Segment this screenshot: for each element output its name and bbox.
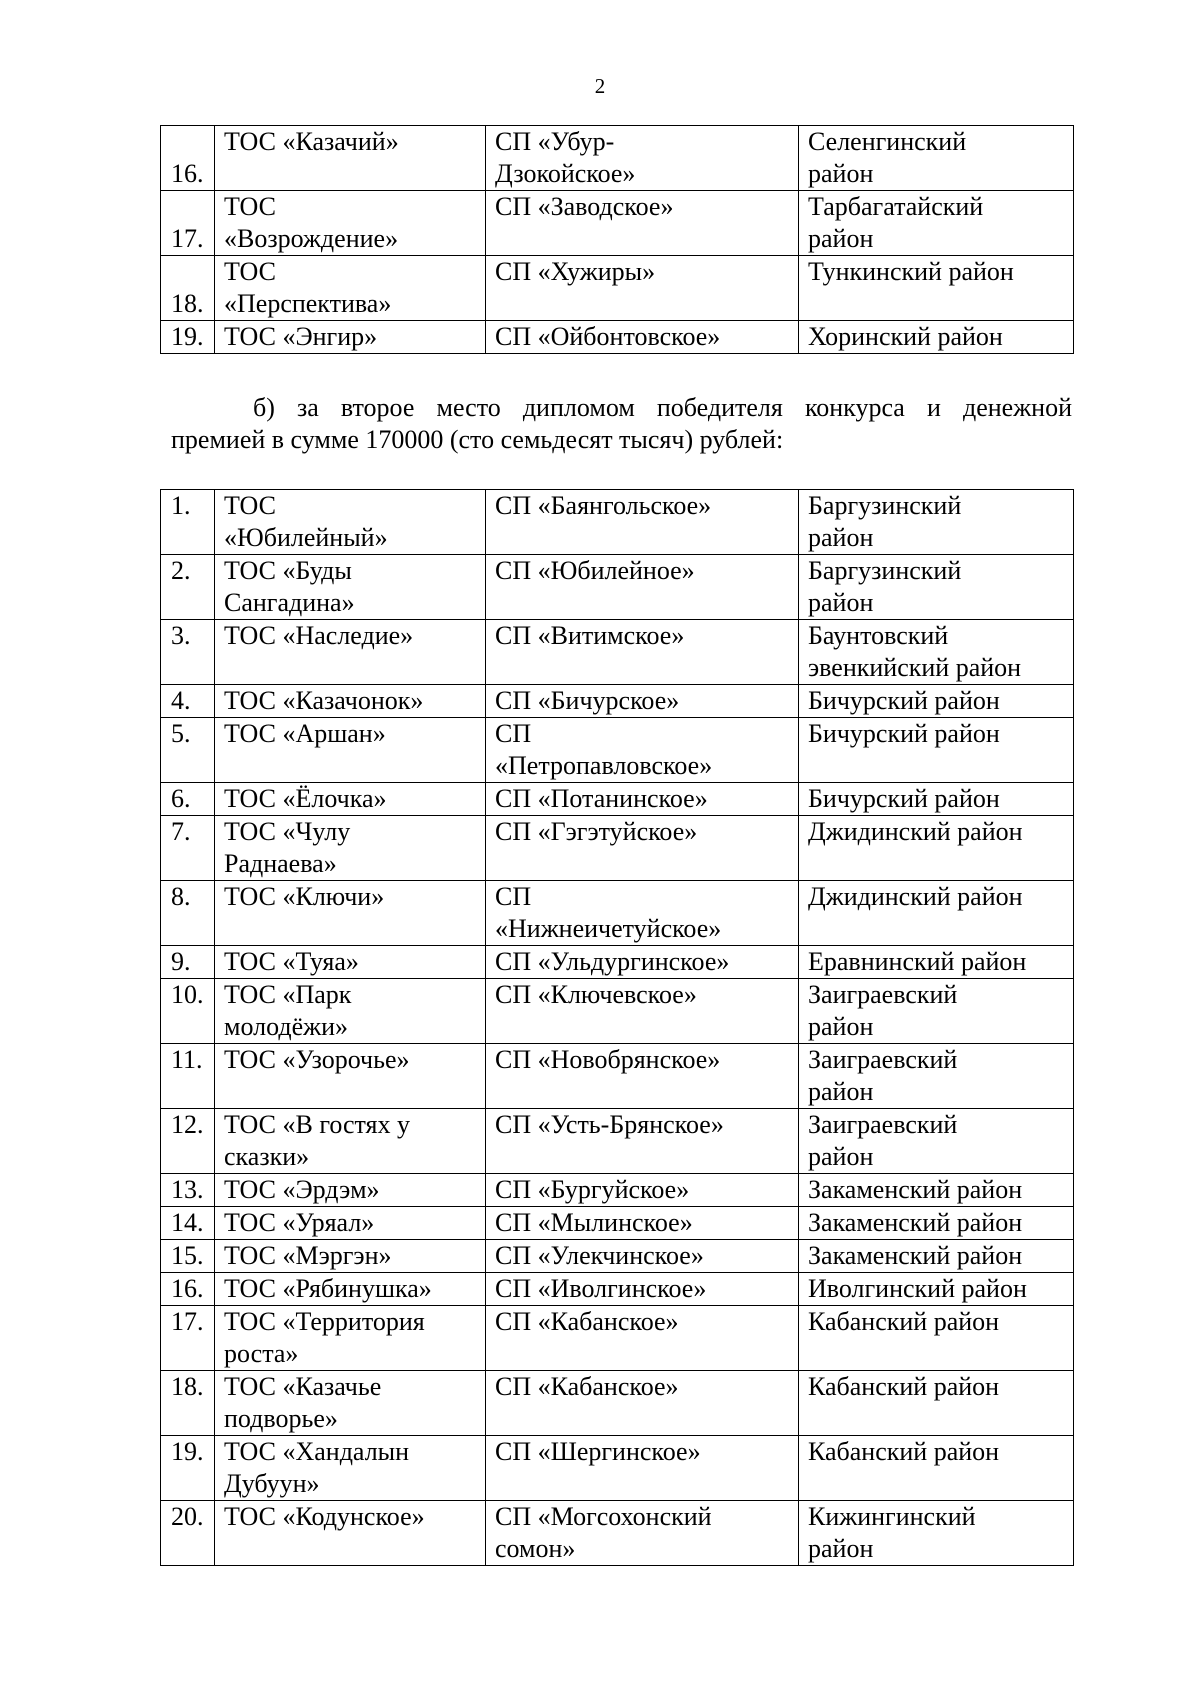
district-name: Кабанский район (799, 1436, 1074, 1501)
row-number: 4. (161, 685, 215, 718)
settlement-name: СП «Могсохонский сомон» (486, 1501, 799, 1566)
paragraph-line-1: б) за второе место дипломом победителя конкурса и денежной (253, 393, 1072, 422)
tos-name: ТОС «Хандалын Дубуун» (215, 1436, 486, 1501)
row-number: 11. (161, 1044, 215, 1109)
tos-name: ТОС «Возрождение» (215, 191, 486, 256)
paragraph-line-2: премией в сумме 170000 (сто семьдесят тысяч) рублей: (171, 425, 784, 454)
row-number: 18. (161, 1371, 215, 1436)
table-row (161, 490, 1074, 555)
settlement-name: СП «Бургуйское» (486, 1174, 799, 1207)
settlement-name: СП «Хужиры» (486, 256, 799, 321)
tos-name: ТОС «Буды Сангадина» (215, 555, 486, 620)
district-name: Тарбагатайский район (799, 191, 1074, 256)
row-number: 12. (161, 1109, 215, 1174)
table-row (161, 881, 1074, 946)
row-number: 18. (161, 256, 215, 321)
row-number: 6. (161, 783, 215, 816)
settlement-name: СП «Баянгольское» (486, 490, 799, 555)
tos-name: ТОС «Территория роста» (215, 1306, 486, 1371)
row-number: 15. (161, 1240, 215, 1273)
row-number: 19. (161, 1436, 215, 1501)
settlement-name: СП «Шергинское» (486, 1436, 799, 1501)
tos-name: ТОС «Казачонок» (215, 685, 486, 718)
row-number: 3. (161, 620, 215, 685)
district-name: Кабанский район (799, 1306, 1074, 1371)
row-number: 17. (161, 1306, 215, 1371)
settlement-name: СП «Юбилейное» (486, 555, 799, 620)
district-name: Заиграевский район (799, 1109, 1074, 1174)
table-row (161, 1436, 1074, 1501)
settlement-name: СП «Потанинское» (486, 783, 799, 816)
table-row (161, 555, 1074, 620)
settlement-name: СП «Витимское» (486, 620, 799, 685)
district-name: Баргузинский район (799, 555, 1074, 620)
table-row (161, 1306, 1074, 1371)
table-row (161, 685, 1074, 718)
tos-name: ТОС «Кодунское» (215, 1501, 486, 1566)
tos-name: ТОС «В гостях у сказки» (215, 1109, 486, 1174)
tos-name: ТОС «Юбилейный» (215, 490, 486, 555)
settlement-name: СП «Нижнеичетуйское» (486, 881, 799, 946)
table-row (161, 783, 1074, 816)
table-row (161, 1371, 1074, 1436)
table-row (161, 1501, 1074, 1566)
district-name: Бичурский район (799, 685, 1074, 718)
tos-name: ТОС «Мэргэн» (215, 1240, 486, 1273)
settlement-name: СП «Ульдургинское» (486, 946, 799, 979)
row-number: 9. (161, 946, 215, 979)
table-row (161, 620, 1074, 685)
district-name: Закаменский район (799, 1174, 1074, 1207)
row-number: 14. (161, 1207, 215, 1240)
settlement-name: СП «Петропавловское» (486, 718, 799, 783)
table-row (161, 126, 1074, 191)
district-name: Заиграевский район (799, 1044, 1074, 1109)
settlement-name: СП «Усть-Брянское» (486, 1109, 799, 1174)
settlement-name: СП «Ключевское» (486, 979, 799, 1044)
district-name: Закаменский район (799, 1240, 1074, 1273)
table-first-place-continued (160, 125, 1074, 354)
settlement-name: СП «Кабанское» (486, 1306, 799, 1371)
district-name: Баунтовский эвенкийский район (799, 620, 1074, 685)
row-number: 20. (161, 1501, 215, 1566)
table-row (161, 979, 1074, 1044)
settlement-name: СП «Ойбонтовское» (486, 321, 799, 354)
settlement-name: СП «Гэгэтуйское» (486, 816, 799, 881)
table-row (161, 321, 1074, 354)
table-row (161, 946, 1074, 979)
table-row (161, 1174, 1074, 1207)
row-number: 19. (161, 321, 215, 354)
district-name: Хоринский район (799, 321, 1074, 354)
table-row (161, 816, 1074, 881)
district-name: Бичурский район (799, 718, 1074, 783)
tos-name: ТОС «Рябинушка» (215, 1273, 486, 1306)
tos-name: ТОС «Ключи» (215, 881, 486, 946)
row-number: 1. (161, 490, 215, 555)
table-row (161, 191, 1074, 256)
settlement-name: СП «Новобрянское» (486, 1044, 799, 1109)
tos-name: ТОС «Казачье подворье» (215, 1371, 486, 1436)
district-name: Бичурский район (799, 783, 1074, 816)
settlement-name: СП «Иволгинское» (486, 1273, 799, 1306)
tos-name: ТОС «Перспектива» (215, 256, 486, 321)
tos-name: ТОС «Ёлочка» (215, 783, 486, 816)
table-row (161, 1044, 1074, 1109)
page-number: 2 (594, 74, 606, 98)
tos-name: ТОС «Наследие» (215, 620, 486, 685)
row-number: 10. (161, 979, 215, 1044)
settlement-name: СП «Заводское» (486, 191, 799, 256)
row-number: 8. (161, 881, 215, 946)
district-name: Баргузинский район (799, 490, 1074, 555)
row-number: 13. (161, 1174, 215, 1207)
row-number: 17. (161, 191, 215, 256)
table-row (161, 1207, 1074, 1240)
district-name: Еравнинский район (799, 946, 1074, 979)
row-number: 5. (161, 718, 215, 783)
tos-name: ТОС «Энгир» (215, 321, 486, 354)
settlement-name: СП «Бичурское» (486, 685, 799, 718)
district-name: Джидинский район (799, 881, 1074, 946)
row-number: 2. (161, 555, 215, 620)
tos-name: ТОС «Узорочье» (215, 1044, 486, 1109)
settlement-name: СП «Кабанское» (486, 1371, 799, 1436)
settlement-name: СП «Улекчинское» (486, 1240, 799, 1273)
table-row (161, 718, 1074, 783)
settlement-name: СП «Мылинское» (486, 1207, 799, 1240)
second-place-paragraph (171, 392, 1072, 456)
row-number: 16. (161, 1273, 215, 1306)
settlement-name: СП «Убур- Дзокойское» (486, 126, 799, 191)
district-name: Кижингинский район (799, 1501, 1074, 1566)
district-name: Кабанский район (799, 1371, 1074, 1436)
district-name: Заиграевский район (799, 979, 1074, 1044)
tos-name: ТОС «Уряал» (215, 1207, 486, 1240)
district-name: Иволгинский район (799, 1273, 1074, 1306)
tos-name: ТОС «Аршан» (215, 718, 486, 783)
tos-name: ТОС «Эрдэм» (215, 1174, 486, 1207)
district-name: Тункинский район (799, 256, 1074, 321)
tos-name: ТОС «Казачий» (215, 126, 486, 191)
table-row (161, 256, 1074, 321)
table-second-place (160, 489, 1074, 1566)
district-name: Селенгинский район (799, 126, 1074, 191)
tos-name: ТОС «Туяа» (215, 946, 486, 979)
table-row (161, 1109, 1074, 1174)
row-number: 16. (161, 126, 215, 191)
district-name: Закаменский район (799, 1207, 1074, 1240)
district-name: Джидинский район (799, 816, 1074, 881)
tos-name: ТОС «Чулу Раднаева» (215, 816, 486, 881)
table-row (161, 1273, 1074, 1306)
table-row (161, 1240, 1074, 1273)
tos-name: ТОС «Парк молодёжи» (215, 979, 486, 1044)
row-number: 7. (161, 816, 215, 881)
